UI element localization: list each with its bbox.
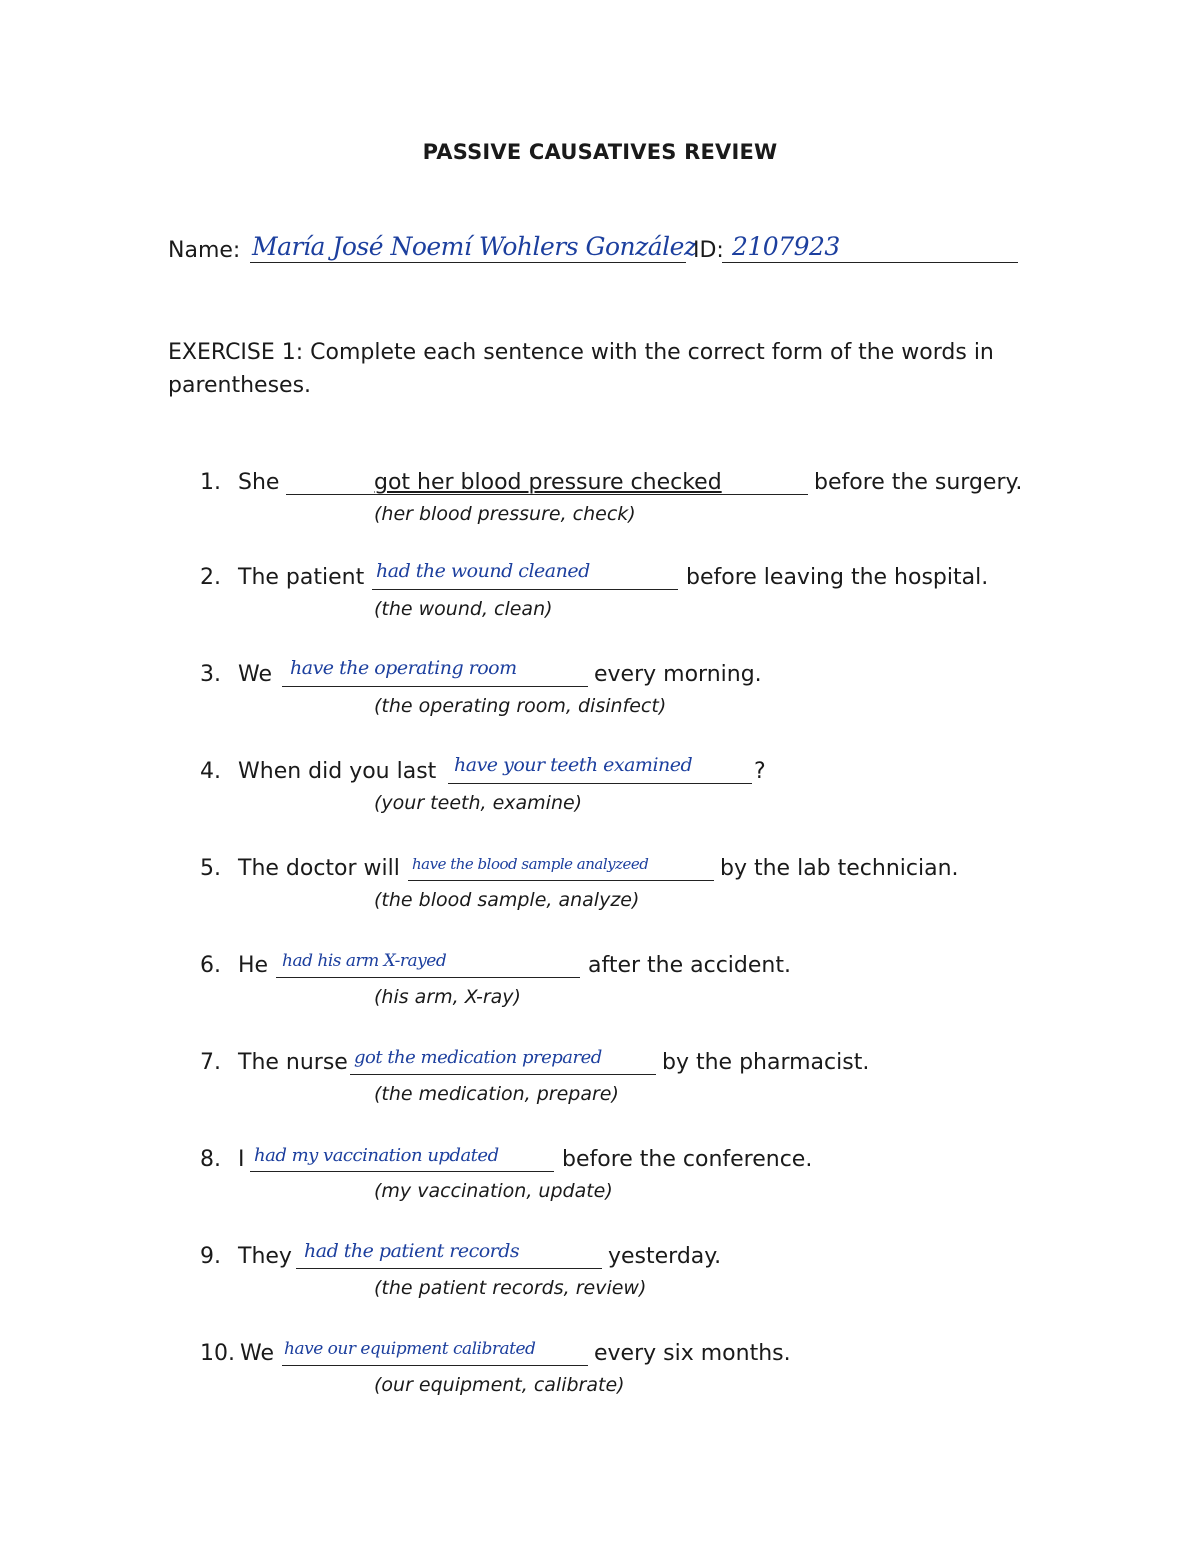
question-text-before: We [238,662,272,687]
question-text-after: before leaving the hospital. [686,565,989,590]
answer-handwritten: have your teeth examined [454,754,693,776]
answer-handwritten: had my vaccination updated [254,1145,499,1166]
question-text-after: by the pharmacist. [662,1050,870,1075]
page-title: PASSIVE CAUSATIVES REVIEW [422,140,778,164]
question-text-after: every six months. [594,1341,791,1366]
question-text-before: The patient [238,565,365,590]
question-hint: (her blood pressure, check) [374,503,636,525]
question-hint: (his arm, X-ray) [374,986,521,1008]
question-text-after: yesterday. [608,1244,722,1269]
question-text-after: ? [754,759,766,784]
id-label: ID: [693,238,724,263]
question-number: 1. [200,470,221,495]
question-text-after: before the conference. [562,1147,813,1172]
question-hint: (the blood sample, analyze) [374,889,640,911]
question-hint: (the patient records, review) [374,1277,647,1299]
answer-handwritten: have the operating room [290,657,517,679]
question-hint: (the operating room, disinfect) [374,695,667,717]
question-number: 8. [200,1147,221,1172]
answer-handwritten: got the medication prepared [354,1047,602,1068]
question-number: 6. [200,953,221,978]
answer-handwritten: have our equipment calibrated [284,1339,536,1359]
exercise-instructions: EXERCISE 1: Complete each sentence with the correct form of the words in parentheses. [168,340,994,398]
answer-handwritten: had the wound cleaned [376,560,590,582]
question-number: 5. [200,856,221,881]
answer-handwritten: had the patient records [304,1240,520,1262]
question-hint: (the wound, clean) [374,598,553,620]
question-text-after: after the accident. [588,953,791,978]
question-hint: (my vaccination, update) [374,1180,613,1202]
answer-handwritten: had his arm X-rayed [282,951,447,971]
question-number: 3. [200,662,221,687]
question-text-before: The doctor will [238,856,400,881]
name-label: Name: [168,238,241,263]
answer-handwritten: have the blood sample analyzeed [412,855,649,873]
question-text-before: When did you last [238,759,437,784]
question-number: 7. [200,1050,221,1075]
id-handwritten: 2107923 [732,232,840,261]
question-hint: (our equipment, calibrate) [374,1374,625,1396]
question-hint: (the medication, prepare) [374,1083,619,1105]
question-text-after: every morning. [594,662,762,687]
question-text-before: We [240,1341,274,1366]
question-text-before: I [238,1147,245,1172]
question-text-before: She [238,470,280,495]
question-number: 10. [200,1341,235,1366]
name-handwritten: María José Noemí Wohlers González [252,232,697,261]
question-number: 2. [200,565,221,590]
question-text-before: He [238,953,269,978]
question-text-after: by the lab technician. [720,856,959,881]
question-text-after: before the surgery. [814,470,1023,495]
question-number: 9. [200,1244,221,1269]
question-hint: (your teeth, examine) [374,792,583,814]
question-number: 4. [200,759,221,784]
answer-typed: got her blood pressure checked [374,470,722,495]
question-text-before: They [238,1244,292,1269]
question-text-before: The nurse [238,1050,348,1075]
